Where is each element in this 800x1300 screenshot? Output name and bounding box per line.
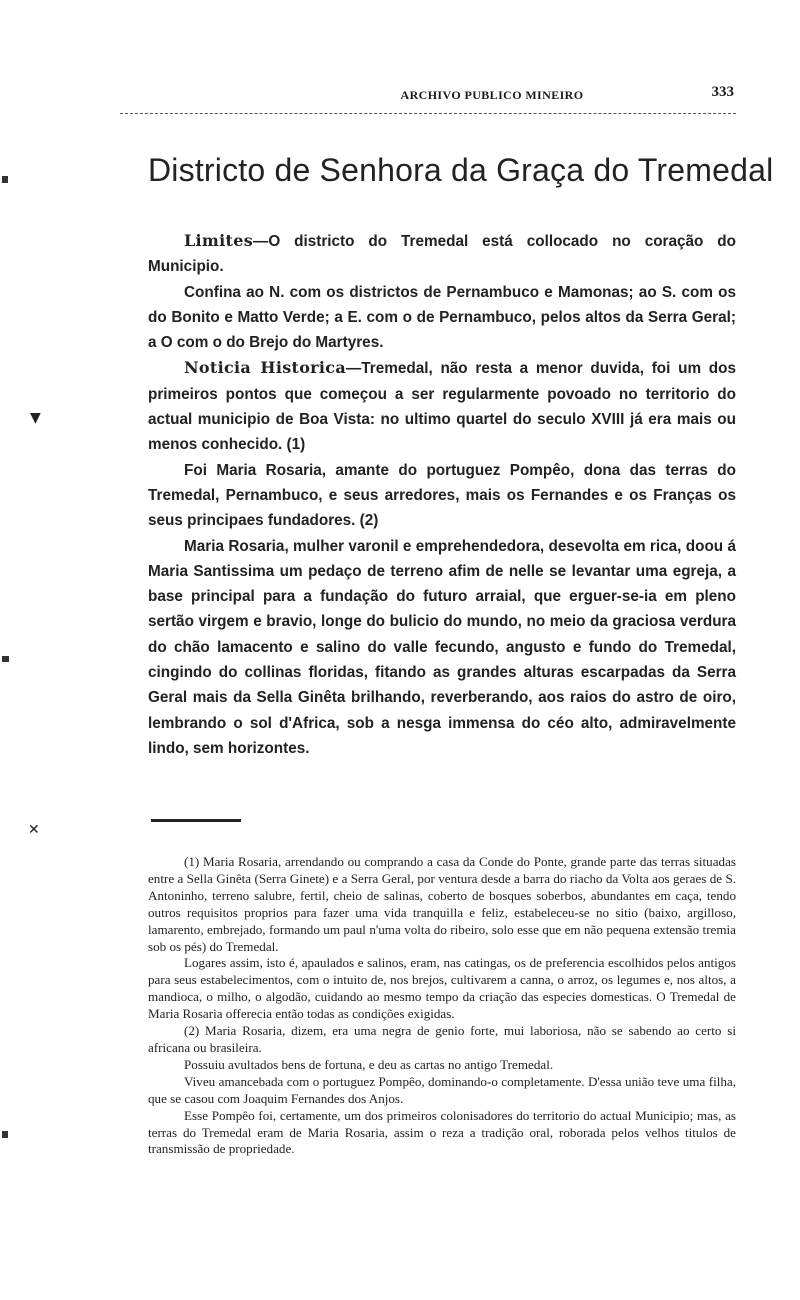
paragraph-confina: Confina ao N. com os districtos de Pernambuco e Mamonas; ao S. com os do Bonito e Matto Verde; a E. com o de Pernambuco, pelos altos da Serra Geral; a O com o do Brejo do Martyres. (148, 283, 736, 352)
paragraph-limites (148, 228, 736, 280)
margin-mark: ▼ (30, 410, 41, 426)
header-rule (120, 113, 736, 114)
paragraph-text: —O districto do Tremedal está collocado no coração do Municipio. (148, 233, 736, 276)
runin-heading-limites: Limites (184, 231, 254, 250)
footnote-2-continued: Esse Pompêo foi, certamente, um dos primeiros colonisadores do territorio do actual Municipio; mas, as terras do Tremedal eram de Maria Rosaria, assim o reza a tradição oral, roborada pelos velhos titulos de transmissão de propriedade. (148, 1107, 736, 1157)
footnotes (148, 854, 736, 1158)
page-number: 333 (711, 84, 734, 100)
footnote-2: (2) Maria Rosaria, dizem, era uma negra de genio forte, mui laboriosa, não se sabendo ao certo si africana ou brasileira. (148, 1023, 736, 1055)
margin-mark (2, 656, 9, 662)
footnote-1: (1) Maria Rosaria, arrendando ou comprando a casa da Conde do Ponte, grande parte das terras situadas entre a Sella Ginêta (Serra Ginete) e a Serra Geral, por ventura desde a barra do riacho da Volta aos geraes de S. Antoninho, terreno salubre, fertil, cheio de salinas, coberto de bosques soberbos, abundantes em caça, tendo outros requisitos proprios para fazer uma vida tranquilla e feliz, estabeleceu-se no sitio (baixo, argilloso, lamarento, embrejado, formando um paul n'uma volta do ribeiro, solo esse que em não pequena extensão tremia sob os pés) do Tremedal. (148, 854, 736, 954)
runin-heading-noticia: Noticia Historica (184, 358, 346, 378)
journal-title: ARCHIVO PUBLICO MINEIRO (400, 88, 584, 102)
footnote-2-continued: Viveu amancebada com o portuguez Pompêo, dominando-o completamente. D'essa união teve uma filha, que se casou com Joaquim Fernandes dos Anjos. (148, 1073, 736, 1106)
margin-mark: ✕ (28, 822, 40, 838)
paragraph-maria-rosaria: Maria Rosaria, mulher varonil e emprehendedora, desevolta em rica, doou á Maria Santissima um pedaço de terreno afim de nelle se levantar uma egreja, a base principal para a fundação do futuro arraial, que erguer-se-ia em pleno sertão virgem e bravio, longe do bulicio do mundo, no meio da graciosa verdura do chão lamacento e salino do valle fecundo, angusto e fundo do Tremedal, cingindo do collinas floridas, fitando as grandes alturas escarpadas da Serra Geral mais da Sella Ginêta brilhando, reverberando, aos raios do astro de oiro, lembrando o sol d'Africa, sob a nesga immensa do céo alto, admiravelmente lindo, sem horizontes. (148, 537, 736, 757)
footnote-separator (151, 819, 241, 822)
footnote-1-continued: Logares assim, isto é, apaulados e salinos, eram, nas catingas, os de preferencia escolhidos pelos antigos para seus estabelecimentos, com o intuito de, nos brejos, cultivarem a canna, o arroz, os legumes e, nos altos, a mandioca, o milho, o algodão, cuidando ao mesmo tempo da criação das especies domesticas. O Tremedal de Maria Rosaria offerecia então todas as condições exigidas. (148, 955, 736, 1022)
margin-mark (2, 176, 8, 183)
page-title: Districto de Senhora da Graça do Tremedal (148, 152, 774, 188)
main-text (148, 228, 736, 761)
margin-mark (2, 1131, 8, 1138)
running-head (150, 84, 736, 108)
paragraph-fundadores: Foi Maria Rosaria, amante do portuguez Pompêo, dona das terras do Tremedal, Pernambuco, e seus arredores, mais os Fernandes e os Franças os seus principaes fundadores. (2) (148, 461, 736, 530)
footnote-2-continued: Possuiu avultados bens de fortuna, e deu as cartas no antigo Tremedal. (184, 1056, 554, 1072)
paragraph-text: —Tremedal, não resta a menor duvida, foi um dos primeiros pontos que começou a ser regularmente povoado no territorio do actual municipio de Boa Vista: no ultimo quartel do seculo XVIII já era mais ou menos conhecido. (1) (148, 360, 736, 454)
paragraph-noticia (148, 355, 736, 457)
